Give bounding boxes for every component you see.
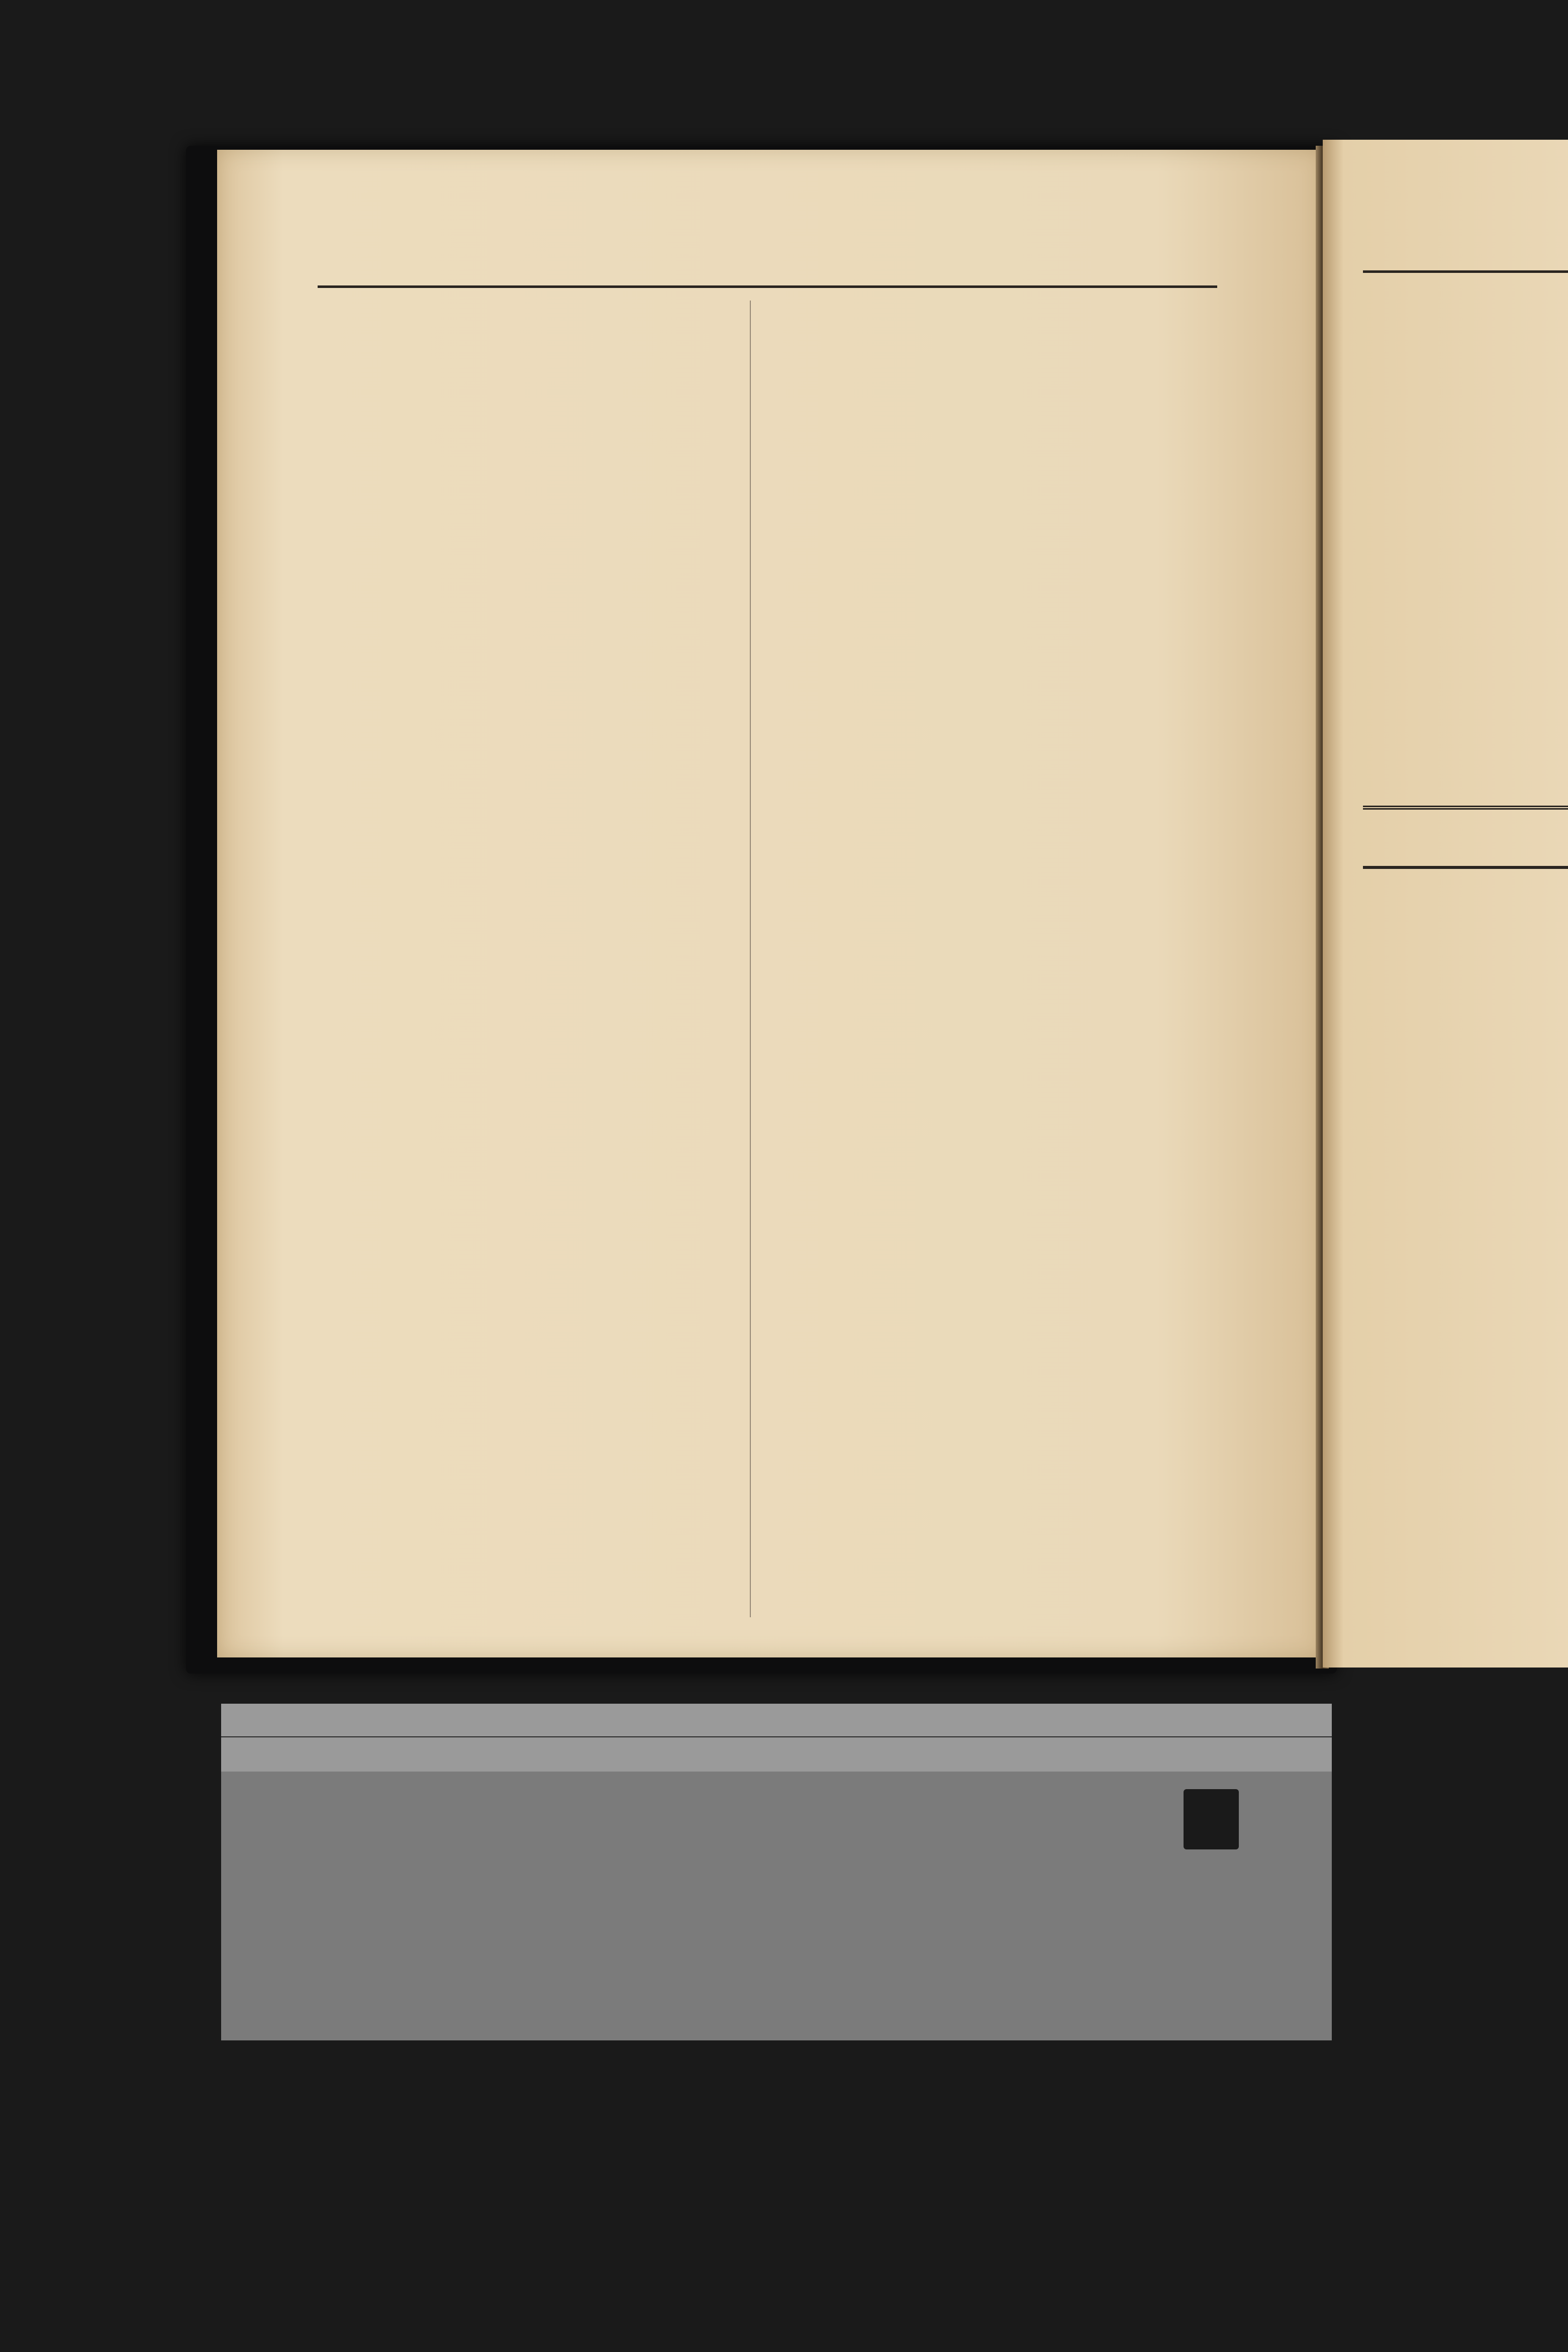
ruler — [221, 1704, 1332, 1772]
colour-chart — [221, 1704, 1332, 2040]
section-rule — [1363, 866, 1568, 869]
section-rule — [1363, 806, 1568, 810]
danes-picta-logo — [1184, 1789, 1239, 1849]
left-page — [217, 150, 1323, 1657]
ruler-line — [221, 1736, 1332, 1737]
right-column — [765, 301, 1207, 1617]
running-head — [318, 255, 1217, 288]
left-column — [298, 301, 740, 1617]
running-head-rule — [1363, 270, 1568, 273]
column-divider — [750, 301, 751, 1617]
right-page — [1323, 140, 1568, 1668]
